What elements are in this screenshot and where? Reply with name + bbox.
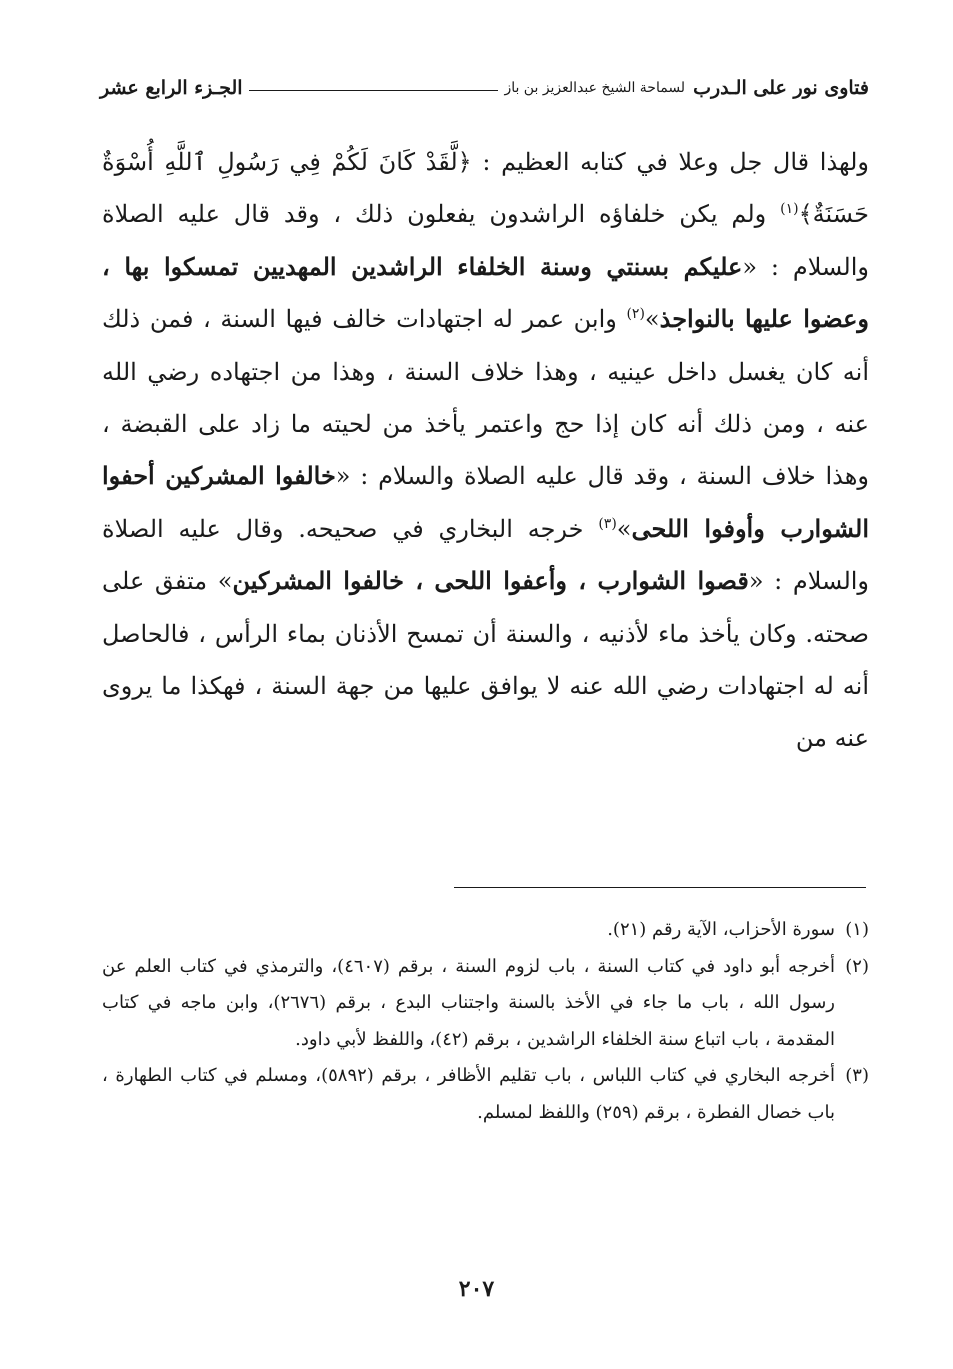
footnotes [102,912,869,1131]
footnote [102,912,869,949]
body-text-segment: » متفق على صحته. وكان يأخذ ماء لأذنيه ، والسنة أن تمسح الأذنان بماء الرأس ، فالحاصل أنه له اجتهادات رضي الله عنه لا يوافق عليها من جهة السنة ، فهكذا ما يروى عنه من [102,567,869,753]
body-text-segment: ولم يكن خلفاؤه الراشدون يفعلون ذلك ، وقد قال عليه الصلاة والسلام : « [102,200,869,281]
body-paragraph [102,136,869,765]
running-header [100,70,869,106]
author-name: لسماحة الشيخ عبدالعزيز بن باز [504,80,686,96]
footnote-reference: (١) [780,201,799,218]
header-rule [249,90,499,91]
hadith-quote: عليكم بسنتي وسنة الخلفاء الراشدين المهديين تمسكوا بها ، وعضوا عليها بالنواجذ [102,251,869,334]
page-number: ٢٠٧ [458,1276,495,1302]
volume-part: الجـزء الرابع عشر [100,77,243,99]
footnote-reference: (٣) [598,515,617,532]
body-text-segment: خرجه البخاري في صحيحه. وقال عليه الصلاة والسلام : « [102,514,870,596]
footnote-text: سورة الأحزاب، الآية رقم (٢١). [607,919,835,940]
series-title: فتاوى نور على الـدرب [693,77,869,99]
footnote-text: أخرجه أبو داود في كتاب السنة ، باب لزوم السنة ، برقم (٤٦٠٧)، والترمذي في كتاب العلم عن رسول الله ، باب ما جاء في الأخذ بالسنة واجتناب البدع ، برقم (٢٦٧٦)، وابن ماجه في كتاب المقدمة ، باب اتباع سنة الخلفاء الراشدين ، برقم (٤٢)، واللفظ لأبي داود. [102,955,835,1050]
body-text-segment: ولهذا قال جل وعلا في كتابه العظيم : ﴿لَّقَدْ كَانَ لَكُمْ فِي رَسُولِ ٱللَّهِ أُسْوَةٌ حَسَنَةٌ﴾ [102,148,870,229]
hadith-quote: خالفوا المشركين أحفوا الشوارب وأوفوا اللحى [102,461,869,543]
footnote-divider [454,887,866,888]
hadith-quote: قصوا الشوارب ، وأعفوا اللحى ، خالفوا المشركين [232,566,749,596]
footnote-number: (٣) [845,1065,869,1086]
footnote-reference: (٢) [626,306,645,323]
body-text-segment: » [644,305,660,334]
footnote-text: أخرجه البخاري في كتاب اللباس ، باب تقليم الأظافر ، برقم (٥٨٩٢)، ومسلم في كتاب الطهارة ، باب خصال الفطرة ، برقم (٢٥٩) واللفظ لمسلم. [102,1065,835,1123]
footnote [102,1058,869,1131]
footnote [102,949,869,1059]
footnote-number: (١) [845,919,869,940]
body-text-segment: » [616,514,632,543]
main-text [102,136,869,765]
body-text-segment: وابن عمر له اجتهادات خالف فيها السنة ، فمن ذلك أنه كان يغسل داخل عينيه ، وهذا خلاف السنة ، وهذا من اجتهاده رضي الله عنه ، ومن ذلك أنه كان إذا حج واعتمر يأخذ من لحيته ما زاد على القبضة ، وهذا خلاف السنة ، وقد قال عليه الصلاة والسلام : « [102,305,869,491]
footnote-number: (٢) [845,955,869,977]
